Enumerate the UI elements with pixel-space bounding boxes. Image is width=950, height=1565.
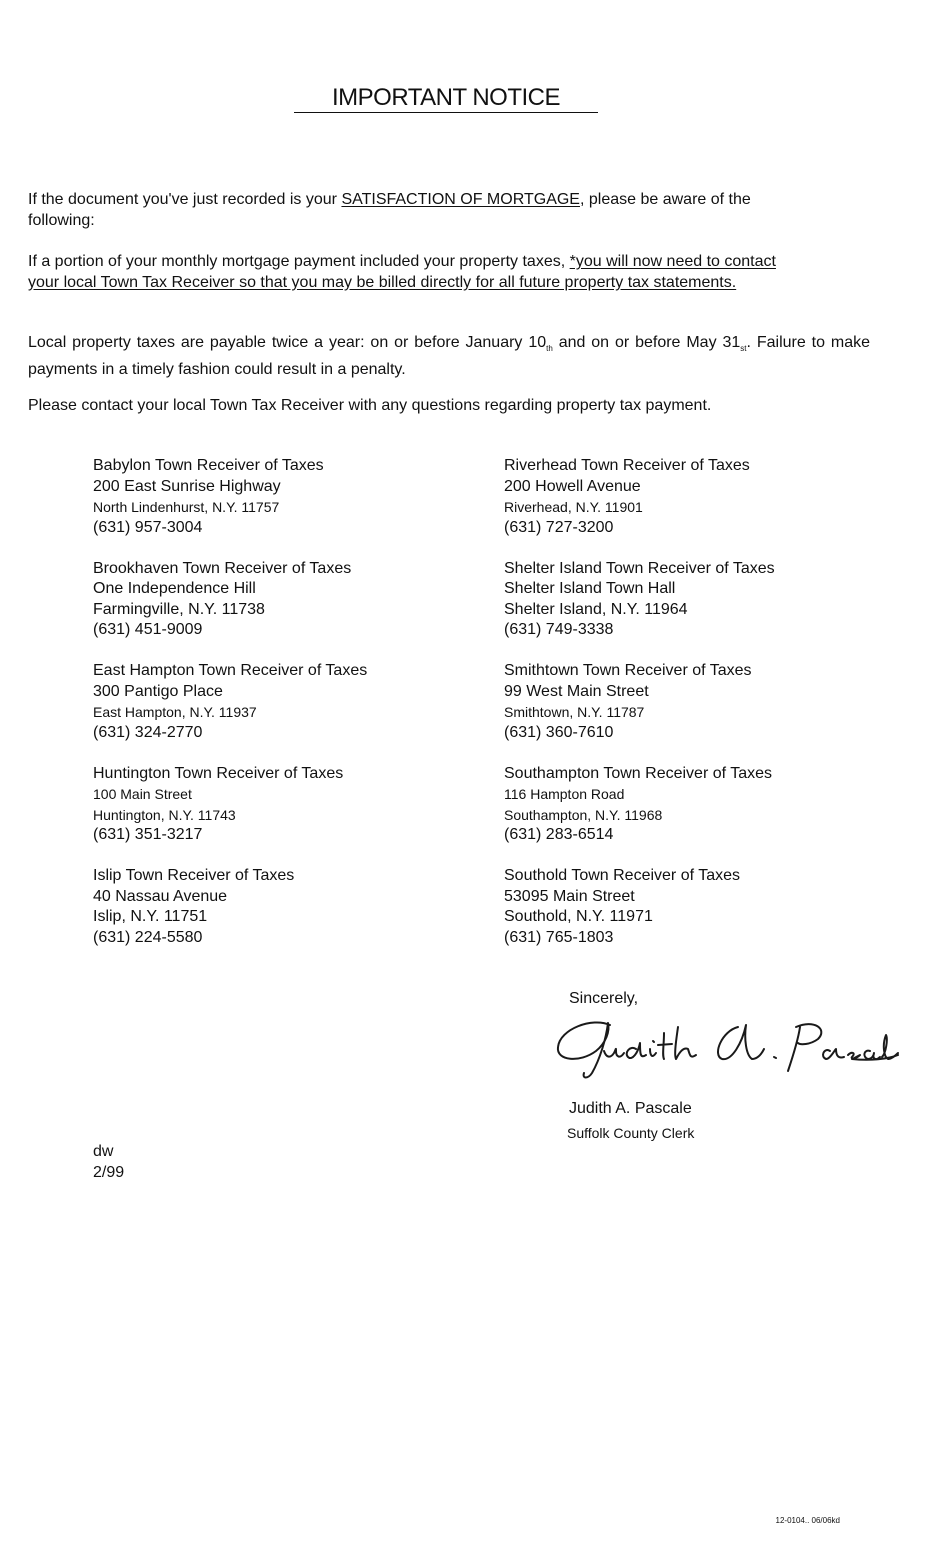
receiver-address [504, 559, 884, 641]
receiver-city: Shelter Island, N.Y. 11964 [504, 600, 688, 618]
receiver-city: East Hampton, N.Y. 11937 [93, 704, 257, 720]
receiver-address [93, 661, 473, 743]
receivers-right-column [504, 456, 884, 969]
receiver-city: Riverhead, N.Y. 11901 [504, 499, 643, 515]
receiver-street: 300 Pantigo Place [93, 682, 223, 700]
receiver-street: One Independence Hill [93, 580, 256, 597]
receiver-address [504, 764, 884, 846]
receiver-address [93, 764, 473, 846]
receiver-phone: (631) 360-7610 [504, 723, 614, 741]
footer-initials: dw [93, 1143, 114, 1160]
receiver-phone: (631) 749-3338 [504, 621, 614, 638]
receiver-name: East Hampton Town Receiver of Taxes [93, 662, 368, 679]
receiver-name: Babylon Town Receiver of Taxes [93, 457, 324, 474]
contact-paragraph: Please contact your local Town Tax Receiver with any questions regarding property tax payment. [28, 397, 712, 414]
intro-text-before: If the document you've just recorded is your [28, 191, 342, 208]
receiver-name: Southampton Town Receiver of Taxes [504, 764, 773, 782]
receiver-address [93, 866, 473, 948]
receiver-name: Shelter Island Town Receiver of Taxes [504, 559, 775, 577]
tax-superscript-th: th [546, 344, 553, 354]
receiver-address [93, 456, 473, 538]
receiver-street: 53095 Main Street [504, 887, 635, 905]
receiver-street: 200 Howell Avenue [504, 477, 641, 495]
receiver-street: 100 Main Street [93, 786, 192, 802]
receiver-street: 200 East Sunrise Highway [93, 477, 281, 495]
receiver-name: Huntington Town Receiver of Taxes [93, 764, 344, 782]
receiver-phone: (631) 351-3217 [93, 826, 203, 843]
receiver-city: Huntington, N.Y. 11743 [93, 806, 236, 823]
receiver-street: 40 Nassau Avenue [93, 887, 228, 905]
signer-title: Suffolk County Clerk [567, 1125, 695, 1141]
receiver-phone: (631) 451-9009 [93, 621, 203, 638]
mortgage-text: If a portion of your monthly mortgage payment included your property taxes, [28, 253, 570, 270]
page-title: IMPORTANT NOTICE [294, 84, 598, 113]
receiver-name: Brookhaven Town Receiver of Taxes [93, 559, 352, 577]
receiver-name: Southold Town Receiver of Taxes [504, 867, 740, 884]
intro-highlight: SATISFACTION OF MORTGAGE [341, 191, 580, 208]
receiver-phone: (631) 283-6514 [504, 826, 614, 843]
receiver-address [504, 456, 884, 538]
receiver-address [93, 559, 473, 641]
receiver-city: Islip, N.Y. 11751 [93, 908, 208, 925]
receiver-city: Southold, N.Y. 11971 [504, 908, 653, 925]
receiver-city: Farmingville, N.Y. 11738 [93, 600, 265, 618]
intro-text-after: , please be aware of the following: [28, 191, 751, 229]
tax-text-part3: . Failure to make payments in a timely fashion could result in a penalty. [28, 334, 871, 378]
receiver-phone: (631) 224-5580 [93, 928, 203, 946]
signer-name: Judith A. Pascale [569, 1100, 692, 1117]
tax-text-part1: Local property taxes are payable twice a year: on or before January 10 [28, 334, 547, 351]
receiver-address [504, 866, 884, 948]
receiver-city: Southampton, N.Y. 11968 [504, 806, 663, 823]
receiver-street: Shelter Island Town Hall [504, 580, 676, 597]
signature-image [552, 1015, 902, 1085]
receiver-name: Islip Town Receiver of Taxes [93, 867, 295, 884]
receiver-phone: (631) 957-3004 [93, 518, 203, 536]
receiver-phone: (631) 727-3200 [504, 518, 614, 536]
receiver-address [504, 661, 884, 743]
receiver-name: Smithtown Town Receiver of Taxes [504, 662, 752, 679]
receiver-city: Smithtown, N.Y. 11787 [504, 704, 645, 720]
intro-paragraph [28, 190, 798, 231]
salutation: Sincerely, [569, 990, 639, 1007]
form-code: 12-0104.. 06/06kd [775, 1516, 840, 1525]
receiver-street: 99 West Main Street [504, 682, 649, 700]
footer-date: 2/99 [93, 1164, 125, 1181]
tax-text-part2: and on or before May 31 [552, 334, 741, 351]
mortgage-underlined-text: *you will now need to contact your local Town Tax Receiver so that you may be billed directly for all future property tax statements. [28, 253, 776, 291]
receiver-name: Riverhead Town Receiver of Taxes [504, 457, 750, 474]
receiver-street: 116 Hampton Road [504, 786, 625, 802]
tax-paragraph [28, 333, 870, 380]
mortgage-paragraph [28, 252, 788, 293]
receivers-left-column [93, 456, 473, 969]
tax-superscript-st: st [740, 344, 747, 354]
receiver-phone: (631) 765-1803 [504, 928, 614, 946]
receiver-phone: (631) 324-2770 [93, 723, 203, 741]
receiver-city: North Lindenhurst, N.Y. 11757 [93, 499, 280, 515]
